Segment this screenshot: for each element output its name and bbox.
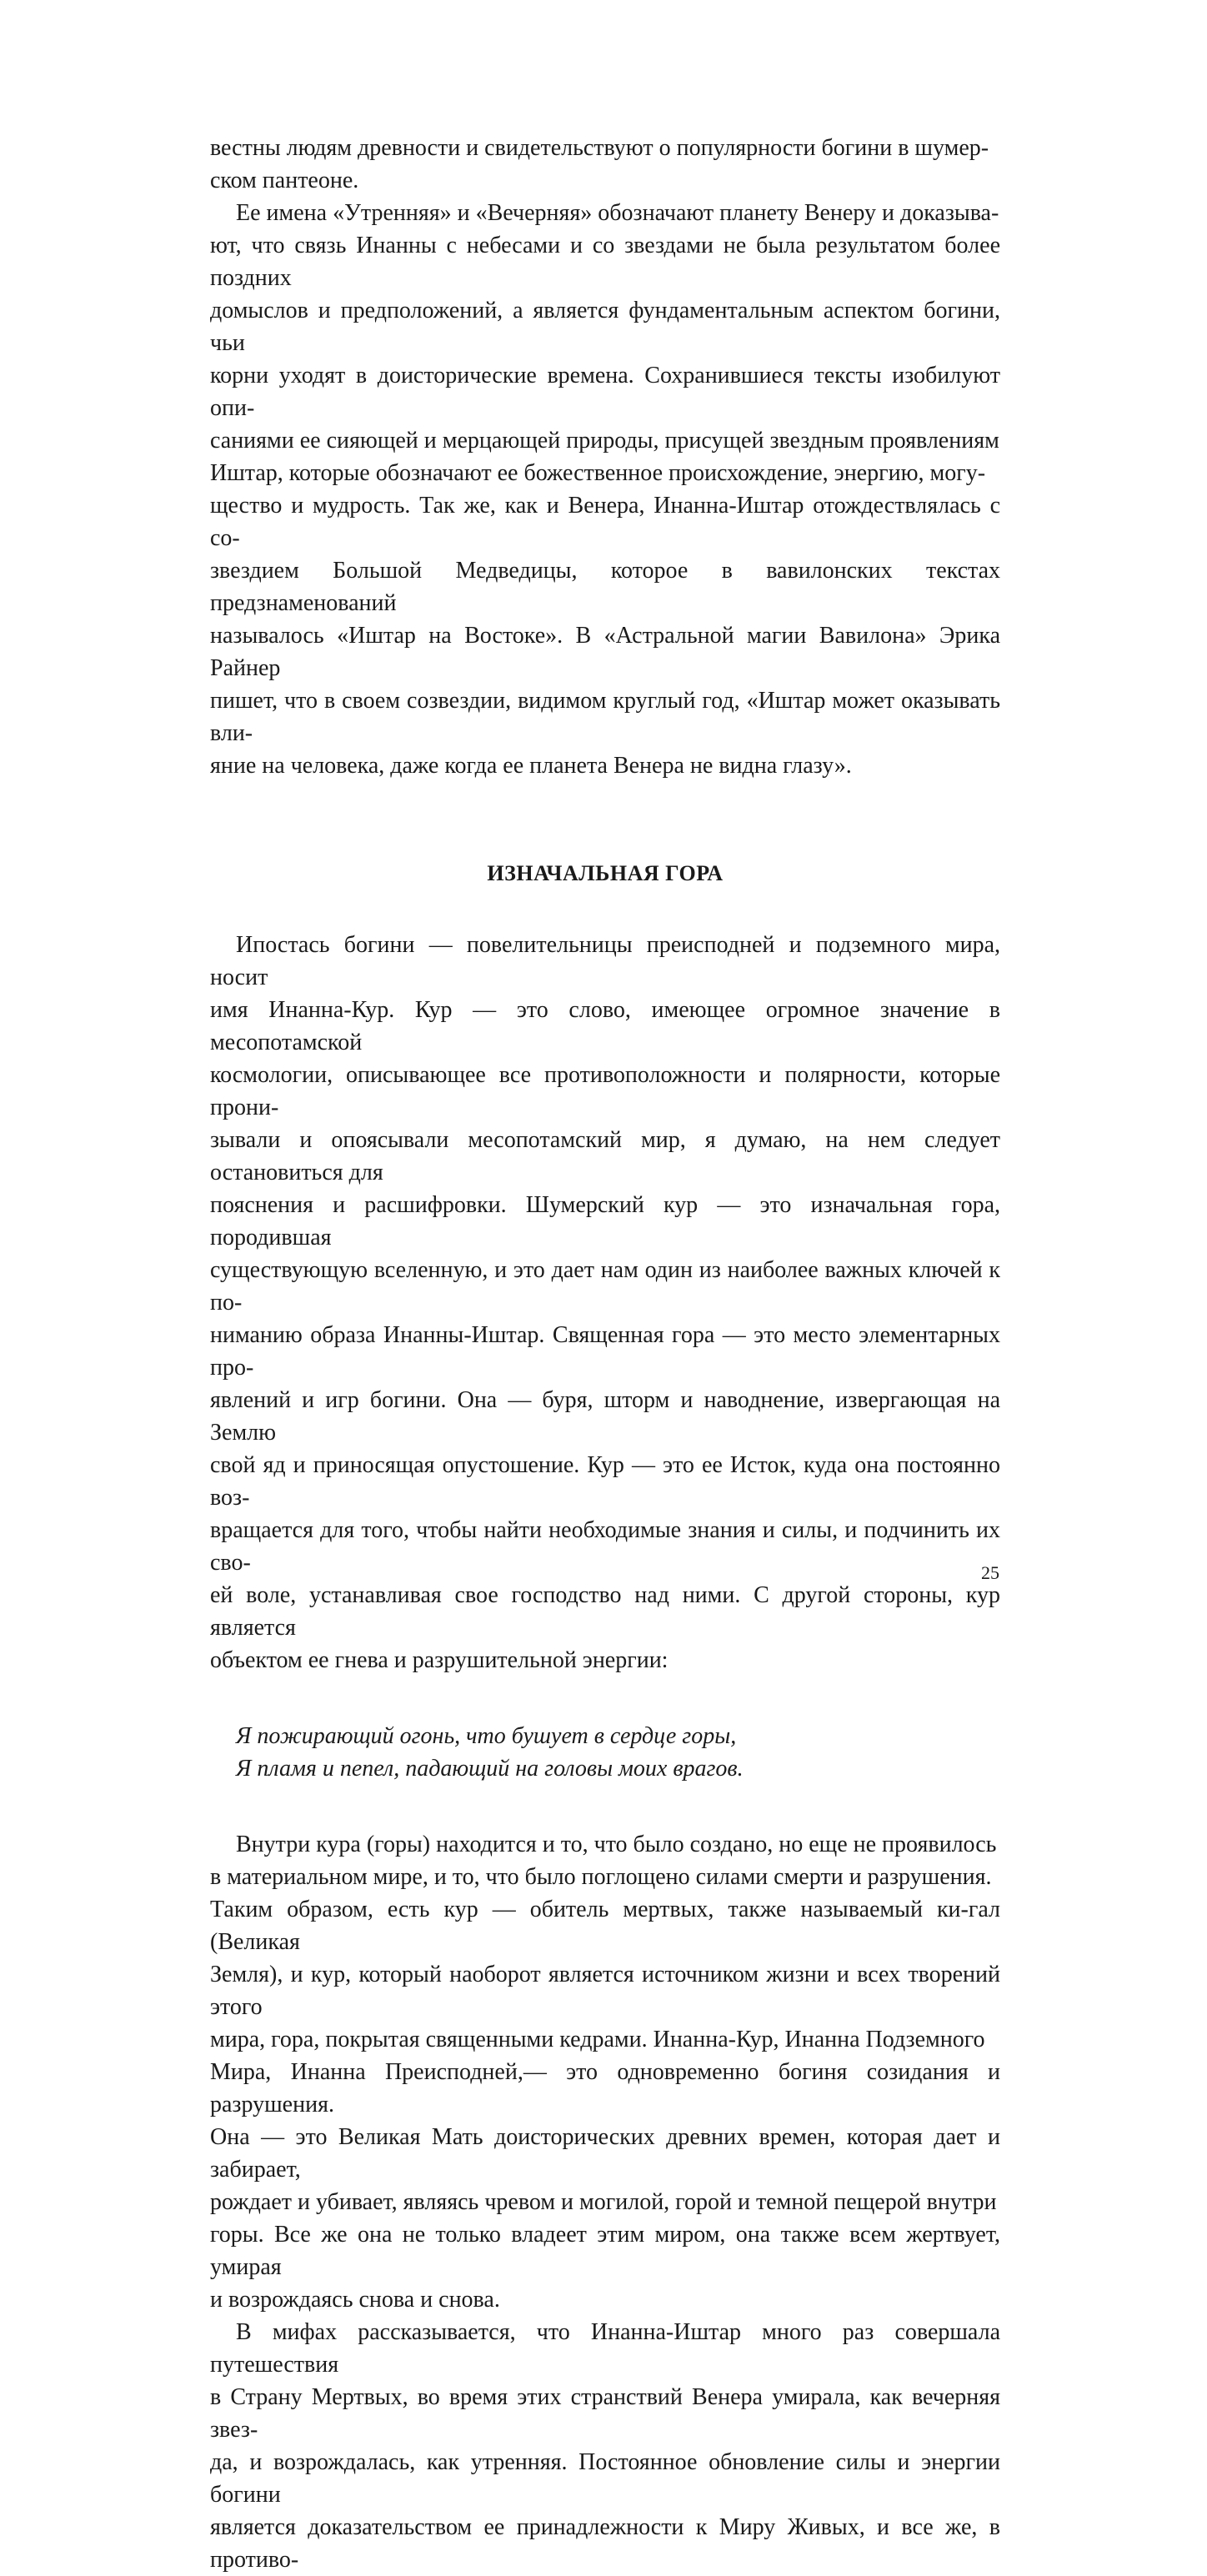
verse-line: Я пожирающий огонь, что бушует в сердце горы, <box>236 1723 737 1749</box>
paragraph-continuation: вестны людям древности и свидетельствуют о популярности богини в шумер- ском пантеоне. <box>210 135 989 193</box>
section-heading: ИЗНАЧАЛЬНАЯ ГОРА <box>487 861 724 885</box>
paragraph-myths: В мифах рассказывается, что Инанна-Иштар много раз совершала путешествия в Страну Мертвых, во время этих странствий Венера умирала, как вечерняя звез- да, и возрождалась, как утренняя. Постоянное обновление силы и энергии богини является доказательством ее принадлежности к Миру Живых, и все же, в противо- <box>210 2319 1000 2573</box>
book-page <box>210 132 1000 2576</box>
verse-line: Я пламя и пепел, падающий на головы моих врагов. <box>236 1756 744 1782</box>
page-number: 25 <box>981 1562 999 1583</box>
paragraph-morning-evening-names: Ее имена «Утренняя» и «Вечерняя» обозначают планету Венеру и доказыва- ют, что связь Инанны с небесами и со звездами не была результатом более поздних домыслов и предположений, а является фундаментальным аспектом богини, чьи корни уходят в доисторические времена. Сохранившиеся тексты изобилуют опи- саниями ее сияющей и мерцающей природы, присущей звездным проявлениям Иштар, которые обозначают ее божественное происхождение, энергию, могу- щество и мудрость. Так же, как и Венера, Инанна-Иштар отождествлялась с со- звездием Большой Медведицы, которое в вавилонских текстах предзнаменований называлось «Иштар на Востоке». В «Астральной магии Вавилона» Эрика Райнер пишет, что в своем созвездии, видимом круглый год, «Иштар может оказывать вли- яние на человека, даже когда ее планета Венера не видна глазу». <box>210 200 1000 779</box>
verse-quote <box>236 1720 1000 1785</box>
paragraph-inanna-kur: Ипостась богини — повелительницы преисподней и подземного мира, носит имя Инанна-Кур. Кур — это слово, имеющее огромное значение в месопотамской космологии, описывающее все противоположности и полярности, которые прони- зывали и опоясывали месопотамский мир, я думаю, на нем следует остановиться для пояснения и расшифровки. Шумерский кур — это изначальная гора, породившая существующую вселенную, и это дает нам один из наиболее важных ключей к по- ниманию образа Инанны-Иштар. Священная гора — это место элементарных про- явлений и игр богини. Она — буря, шторм и наводнение, извергающая на Землю свой яд и приносящая опустошение. Кур — это ее Исток, куда она постоянно воз- вращается для того, чтобы найти необходимые знания и силы, и подчинить их сво- ей воле, устанавливая свое господство над ними. С другой стороны, кур является объектом ее гнева и разрушительной энергии: <box>210 932 1000 1673</box>
paragraph-inside-kur: Внутри кура (горы) находится и то, что было создано, но еще не проявилось в материальном мире, и то, что было поглощено силами смерти и разрушения. Таким образом, есть кур — обитель мертвых, также называемый ки-гал (Великая Земля), и кур, который наоборот является источником жизни и всех творений этого мира, гора, покрытая священными кедрами. Инанна-Кур, Инанна Подземного Мира, Инанна Преисподней,— это одновременно богиня созидания и разрушения. Она — это Великая Мать доисторических древних времен, которая дает и забирает, рождает и убивает, являясь чревом и могилой, горой и темной пещерой внутри горы. Все же она не только владеет этим миром, она также всем жертвует, умирая и возрождаясь снова и снова. <box>210 1832 1000 2313</box>
